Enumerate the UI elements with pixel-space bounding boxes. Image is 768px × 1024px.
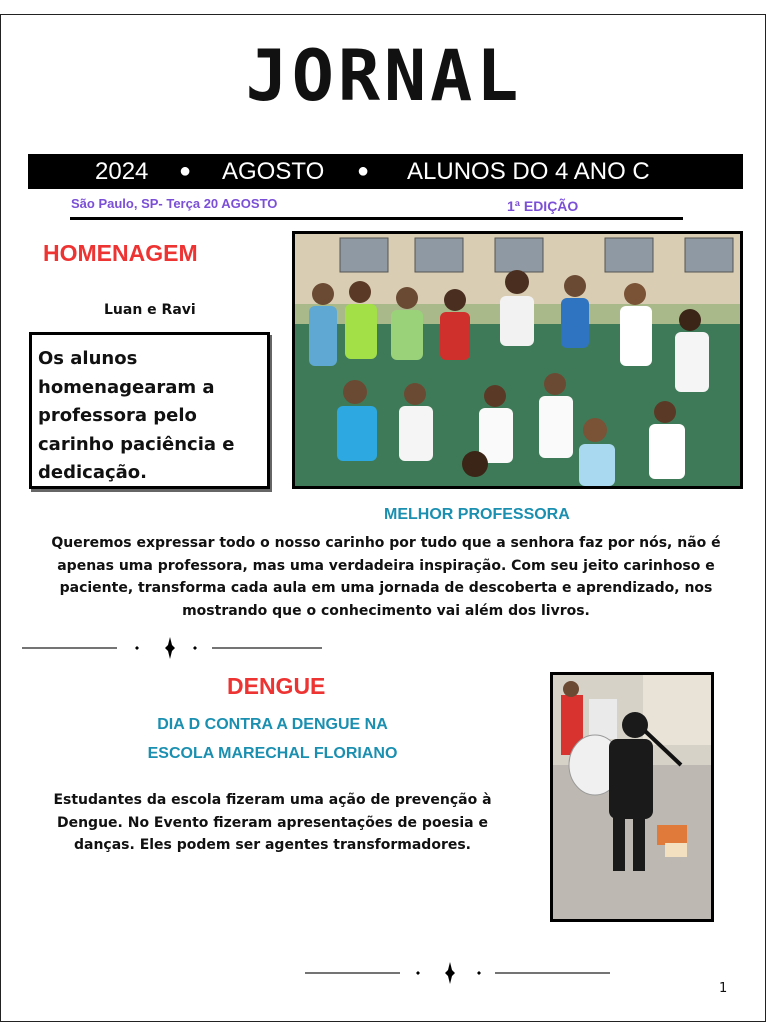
edition-label: 1ª EDIÇÃO — [507, 198, 579, 214]
pull-quote-box — [29, 332, 270, 489]
masthead-title: JORNAL — [245, 35, 523, 117]
class-group-photo — [292, 231, 743, 489]
dengue-event-photo — [550, 672, 714, 922]
dengue-subtitle-line2: ESCOLA MARECHAL FLORIANO — [147, 745, 398, 762]
article-author: Luan e Ravi — [104, 302, 196, 318]
dateline-class: ALUNOS DO 4 ANO C — [407, 157, 650, 185]
article-subtitle-melhor-professora: MELHOR PROFESSORA — [384, 506, 570, 523]
class-photo-illustration — [295, 234, 740, 486]
dateline-bar — [28, 154, 743, 189]
star-divider-2 — [305, 958, 610, 988]
header-rule — [70, 217, 683, 220]
mosquito-costume-illustration — [553, 675, 711, 919]
dateline-year: 2024 — [95, 157, 149, 185]
place-date: São Paulo, SP- Terça 20 AGOSTO — [71, 196, 278, 211]
dateline-bullet-2: ● — [357, 160, 370, 182]
article-body-dengue: Estudantes da escola fizeram uma ação de prevenção à Dengue. No Evento fizeram apresentações de poesia e danças. Eles podem ser agentes transformadores. — [53, 792, 492, 853]
dengue-subtitle-line1: DIA D CONTRA A DENGUE NA — [157, 716, 388, 733]
section-title-dengue: DENGUE — [227, 673, 326, 699]
page-number: 1 — [719, 981, 728, 996]
star-divider-1 — [22, 634, 322, 662]
section-title-homenagem: HOMENAGEM — [43, 240, 198, 266]
dateline-bullet-1: ● — [179, 160, 192, 182]
article-body-homenagem: Queremos expressar todo o nosso carinho por tudo que a senhora faz por nós, não é apenas uma professora, mas uma verdadeira inspiração. Com seu jeito carinhoso e paciente, transforma cada aula em uma jornada de descoberta e aprendizado, nos mostrando que o conhecimento vai além dos livros. — [51, 535, 721, 619]
pull-quote-text: Os alunos homenagearam a professora pelo carinho paciência e dedicação. — [38, 348, 235, 483]
dateline-month: AGOSTO — [222, 157, 325, 185]
